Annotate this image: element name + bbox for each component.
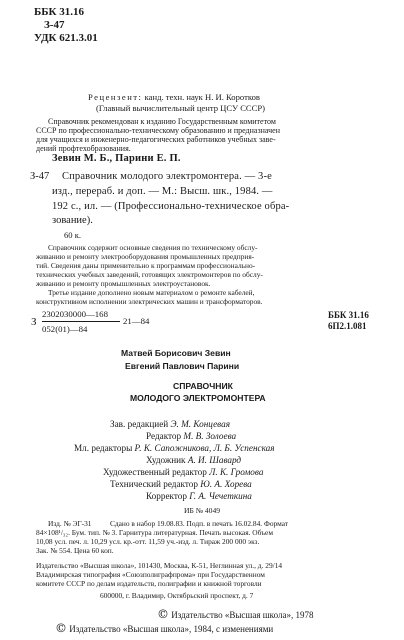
publisher-line: Издательство «Высшая школа», 101430, Москва, К-51, Неглинная ул., д. 29/14 xyxy=(36,561,283,570)
staff-name: Л. К. Громова xyxy=(209,467,264,477)
copyright-icon: © xyxy=(55,621,67,635)
bibliographic-line: зование). xyxy=(52,215,93,226)
recommendation-line: СССР по профессионально-техническому образованию и предназначен xyxy=(36,126,280,135)
catalog-code-numerator: 2302030000—168 xyxy=(42,309,108,319)
annotation-line: живанию и ремонту электрооборудования промышленных предприя- xyxy=(36,252,255,261)
staff-name: Ю. А. Хорева xyxy=(200,479,252,489)
bibliographic-line: 192 с., ил. — (Профессионально-техническое обра- xyxy=(52,201,290,212)
catalog-code-suffix: 21—84 xyxy=(123,316,150,326)
reviewer-name: канд. техн. наук Н. И. Коротков xyxy=(144,92,260,102)
recommendation-line: для учащихся и инженерно-педагогических работников учебных заве- xyxy=(36,135,276,144)
author-code: З-47 xyxy=(44,19,65,31)
staff-row xyxy=(110,479,252,489)
staff-row xyxy=(103,467,263,477)
catalog-code-prefix: З xyxy=(31,316,37,328)
staff-name: А. И. Шавард xyxy=(187,455,242,465)
staff-name: Р. К. Сапожникова, Л. Б. Успенская xyxy=(134,443,275,453)
book-title-line-2: МОЛОДОГО ЭЛЕКТРОМОНТЕРА xyxy=(130,393,266,403)
bbk-code: ББК 31.16 xyxy=(34,6,85,18)
bbk-right-2: 6П2.1.081 xyxy=(328,321,367,331)
annotation-line: тий. Сведения даны применительно к программам профессионально- xyxy=(36,261,256,270)
copyright-line xyxy=(55,621,273,635)
staff-role: Художник xyxy=(146,455,186,465)
catalog-number: З-47 xyxy=(30,171,50,182)
tech-line: 84×108¹/₃₂. Бум. тип. № 3. Гарнитура литературная. Печать высокая. Объем xyxy=(36,528,273,537)
staff-row xyxy=(146,431,236,441)
staff-name: Э. М. Концевая xyxy=(170,419,230,429)
publisher-line: 600000, г. Владимир, Октябрьский проспект, д. 7 xyxy=(100,591,254,600)
author-name-1: Матвей Борисович Зевин xyxy=(121,348,231,358)
staff-name: М. В. Золоева xyxy=(183,431,237,441)
staff-role: Технический редактор xyxy=(110,479,198,489)
staff-row xyxy=(146,491,252,501)
staff-role: Редактор xyxy=(146,431,182,441)
copyright-line xyxy=(157,607,313,621)
staff-role: Зав. редакцией xyxy=(110,419,169,429)
book-title-line-1: СПРАВОЧНИК xyxy=(173,381,233,391)
fraction-rule xyxy=(42,321,120,322)
staff-row xyxy=(146,455,241,465)
staff-row xyxy=(110,419,230,429)
ib-number: ИБ № 4049 xyxy=(184,506,221,515)
tech-line: Зак. № 554. Цена 60 коп. xyxy=(36,546,114,555)
copyright-text: Издательство «Высшая школа», 1978 xyxy=(171,610,314,620)
staff-role: Корректор xyxy=(146,491,187,501)
udk-code: УДК 621.3.01 xyxy=(34,32,98,44)
tech-line: Изд. № ЭГ-31 Сдано в набор 19.08.83. Подп. в печать 16.02.84. Формат xyxy=(48,519,289,528)
edition-note-line: конструктивном исполнении электрических машин и трансформаторов. xyxy=(36,297,263,306)
bibliographic-line: изд., перераб. и доп. — М.: Высш. шк., 1984. — xyxy=(52,186,273,197)
edition-note-line: Третье издание дополнено новым материалом о ремонте кабелей, xyxy=(48,288,255,297)
annotation-line: технических учебных заведений, готовящих электромонтеров по обслу- xyxy=(36,270,263,279)
publisher-line: комитете СССР по делам издательств, полиграфии и книжной торговли xyxy=(36,579,262,588)
tech-line: 10,08 усл. печ. л. 10,29 усл. кр.-отт. 11,59 уч.-изд. л. Тираж 200 000 экз. xyxy=(36,537,260,546)
authors-heading: Зевин М. Б., Парини Е. П. xyxy=(52,153,181,164)
staff-name: Г. А. Чечеткина xyxy=(189,491,252,501)
reviewer-org: (Главный вычислительный центр ЦСУ СССР) xyxy=(96,103,266,113)
staff-row xyxy=(74,443,275,453)
recommendation-line: дений профтехобразования. xyxy=(36,144,131,153)
recommendation-line: Справочник рекомендован к изданию Государственным комитетом xyxy=(48,117,276,126)
reviewer-line xyxy=(88,92,260,103)
copyright-text: Издательство «Высшая школа», 1984, с изменениями xyxy=(69,624,274,634)
staff-role: Художественный редактор xyxy=(103,467,207,477)
bibliographic-line: Справочник молодого электромонтера. — 3-е xyxy=(62,171,272,182)
author-name-2: Евгений Павлович Парини xyxy=(125,361,240,371)
staff-role: Мл. редакторы xyxy=(74,443,133,453)
copyright-icon: © xyxy=(157,607,169,621)
publisher-line: Владимирская типография «Союзполиграфпрома» при Государственном xyxy=(36,570,265,579)
annotation-line: Справочник содержит основные сведения по техническому обслу- xyxy=(48,243,258,252)
catalog-code-denominator: 052(01)—84 xyxy=(42,324,88,334)
price: 60 к. xyxy=(64,230,82,240)
annotation-line: живанию и ремонту промышленных электроустановок. xyxy=(36,279,211,288)
bbk-right: ББК 31.16 xyxy=(328,310,369,320)
reviewer-label: Рецензент: xyxy=(88,92,143,102)
